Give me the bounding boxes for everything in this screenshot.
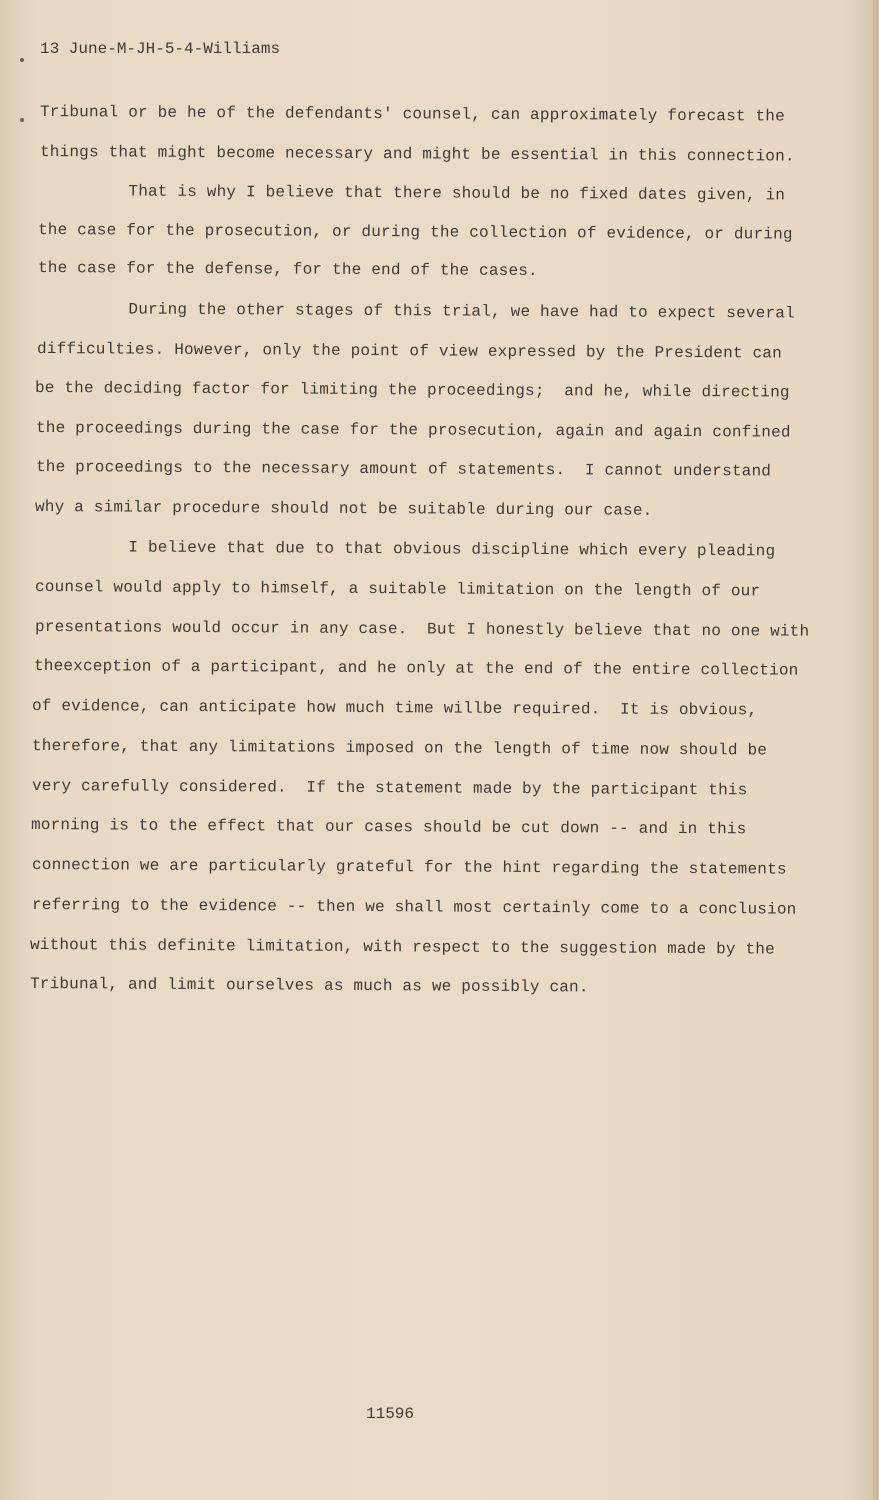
punch-mark — [20, 118, 24, 122]
text-line: very carefully considered. If the statement made by the participant this — [31, 777, 748, 800]
text-line: the proceedings during the case for the prosecution, again and again confined — [35, 419, 791, 442]
text-line: presentations would occur in any case. But I honestly believe that no one with — [34, 618, 810, 641]
text-line: morning is to the effect that our cases should be cut down -- and in this — [30, 816, 747, 839]
text-line: counsel would apply to himself, a suitable limitation on the length of our — [34, 578, 761, 601]
page-edge — [873, 0, 879, 1500]
punch-mark — [20, 58, 24, 62]
text-line: That is why I believe that there should be no fixed dates given, in — [49, 182, 786, 205]
text-line: I believe that due to that obvious discipline which every pleading — [49, 538, 776, 561]
text-line: of evidence, can anticipate how much time willbe required. It is obvious, — [31, 697, 758, 720]
text-line: During the other stages of this trial, we have had to expect several — [49, 300, 795, 323]
text-line: without this definite limitation, with respect to the suggestion made by the — [29, 936, 775, 959]
text-line: be the deciding factor for limiting the proceedings; and he, while directing — [34, 379, 790, 402]
text-line: the case for the defense, for the end of the cases. — [37, 259, 538, 281]
text-line: referring to the evidence -- then we shall most certainly come to a conclusion — [31, 896, 797, 919]
text-line: things that might become necessary and might be essential in this connection. — [39, 143, 795, 166]
text-line: the case for the prosecution, or during the collection of evidence, or during — [37, 221, 793, 244]
text-line: difficulties. However, only the point of view expressed by the President can — [36, 340, 782, 363]
page-number: 11596 — [366, 1405, 415, 1423]
text-line: the proceedings to the necessary amount of statements. I cannot understand — [35, 458, 772, 481]
text-line: connection we are particularly grateful for the hint regarding the statements — [31, 856, 787, 879]
text-line: why a similar procedure should not be suitable during our case. — [34, 498, 653, 520]
text-line: theexception of a participant, and he only at the end of the entire collection — [33, 657, 799, 680]
text-line: Tribunal or be he of the defendants' counsel, can approximately forecast the — [39, 103, 785, 126]
text-line: Tribunal, and limit ourselves as much as we possibly can. — [29, 975, 589, 997]
document-header: 13 June-M-JH-5-4-Williams — [40, 40, 281, 58]
text-line: therefore, that any limitations imposed on the length of time now should be — [31, 737, 768, 760]
